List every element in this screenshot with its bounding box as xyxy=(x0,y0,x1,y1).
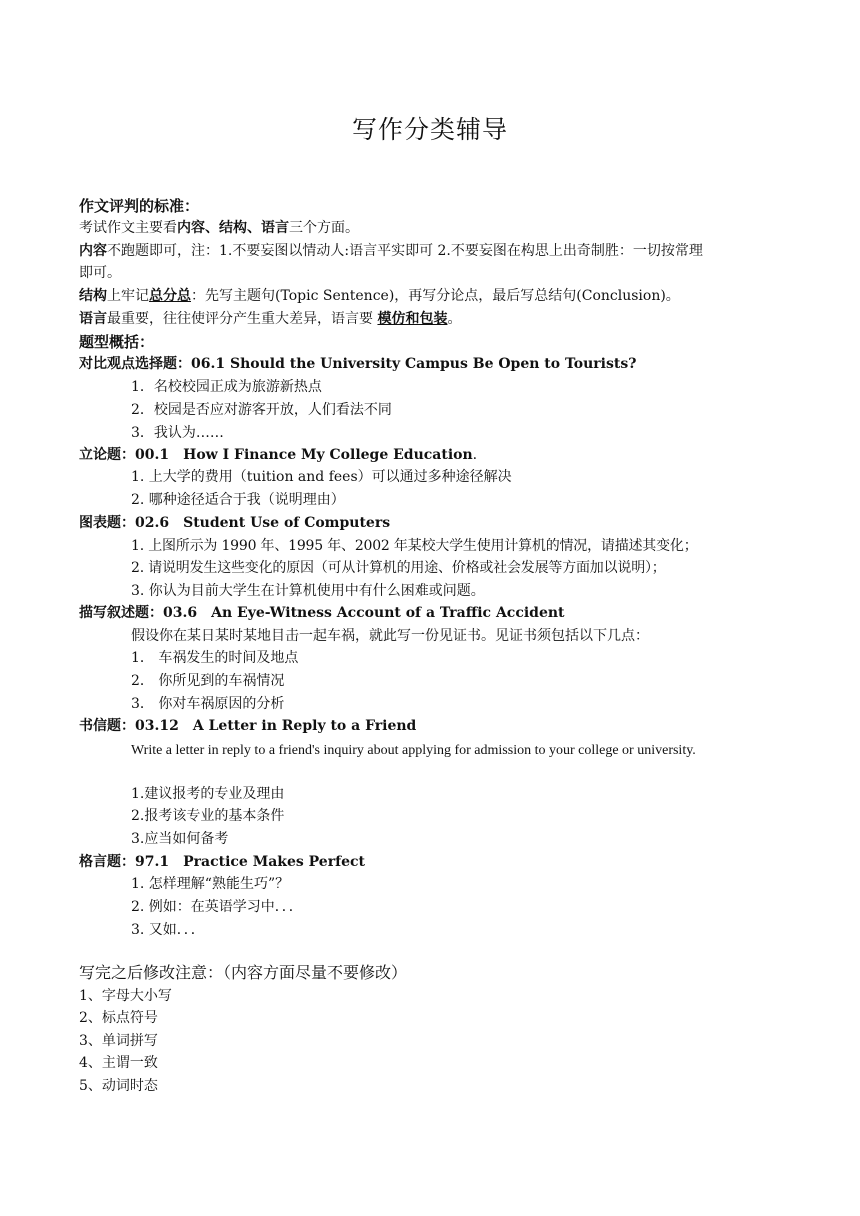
type1-item-3: 3．我认为…… xyxy=(131,425,224,441)
type1-header xyxy=(79,354,735,374)
type3-item-2: 2. 请说明发生这些变化的原因（可从计算机的用途、价格或社会发展等方面加以说明）； xyxy=(131,560,666,576)
type5-item-2: 2.报考该专业的基本条件 xyxy=(131,808,285,824)
structure-key: 总分总 xyxy=(149,288,191,304)
intro-keywords: 内容、结构、语言 xyxy=(177,220,289,236)
type3-item-3: 3. 你认为目前大学生在计算机使用中有什么困难或问题。 xyxy=(131,583,485,599)
type5-label: 书信题： xyxy=(79,718,135,734)
revision-heading: 写完之后修改注意：（内容方面尽量不要修改） xyxy=(79,963,408,982)
structure-label: 结构 xyxy=(79,288,107,304)
type2-code: 00.1 xyxy=(135,447,170,463)
type4-title: An Eye-Witness Account of a Traffic Accident xyxy=(211,605,565,621)
intro-text-end: 三个方面。 xyxy=(289,220,359,236)
type2-header: 立论题：00.1 How I Finance My College Education. xyxy=(79,447,478,463)
language-text-end: 。 xyxy=(447,311,462,327)
revision-item-2: 2、标点符号 xyxy=(79,1010,158,1026)
type1-title: 06.1 Should the University Campus Be Open to Tourists? xyxy=(191,356,637,372)
structure-pre: 上牢记 xyxy=(107,288,149,304)
type4-item-3: 3． 你对车祸原因的分析 xyxy=(131,696,285,712)
type4-code: 03.6 xyxy=(163,605,198,621)
type4-header xyxy=(79,603,735,623)
language-key: 模仿和包装 xyxy=(377,311,448,327)
criteria-intro xyxy=(79,218,735,238)
criteria-language xyxy=(79,309,735,329)
revision-item-5: 5、动词时态 xyxy=(79,1078,158,1094)
criteria-heading: 作文评判的标准： xyxy=(79,197,200,215)
type6-title: Practice Makes Perfect xyxy=(183,854,365,870)
type5-title: A Letter in Reply to a Friend xyxy=(192,718,417,734)
type1-label: 对比观点选择题： xyxy=(79,356,191,372)
revision-item-3: 3、单词拼写 xyxy=(79,1033,158,1049)
type3-label: 图表题： xyxy=(79,515,135,531)
type3-code: 02.6 xyxy=(135,515,170,531)
type4-item-1: 1． 车祸发生的时间及地点 xyxy=(131,650,299,666)
criteria-content-line2: 即可。 xyxy=(79,265,121,281)
type2-item-2: 2. 哪种途径适合于我（说明理由） xyxy=(131,492,345,508)
criteria-content-line1 xyxy=(79,241,735,261)
type1-item-1: 1．名校校园正成为旅游新热点 xyxy=(131,379,322,395)
type1-item-2: 2．校园是否应对游客开放，人们看法不同 xyxy=(131,402,392,418)
type6-item-2: 2. 例如：在英语学习中．．． xyxy=(131,899,303,915)
language-label: 语言 xyxy=(79,311,107,327)
type2-title: How I Finance My College Education xyxy=(183,447,473,463)
type6-label: 格言题： xyxy=(79,854,135,870)
types-heading: 题型概括： xyxy=(79,333,155,351)
type5-code: 03.12 xyxy=(135,718,179,734)
type6-header xyxy=(79,852,735,872)
type4-description: 假设你在某日某时某地目击一起车祸，就此写一份见证书。见证书须包括以下几点： xyxy=(131,628,649,644)
type6-code: 97.1 xyxy=(135,854,170,870)
criteria-structure xyxy=(79,286,735,306)
content-label: 内容 xyxy=(79,243,107,259)
type3-item-1: 1. 上图所示为 1990 年、1995 年、2002 年某校大学生使用计算机的情况，请描述其变化； xyxy=(131,538,698,554)
type5-description: Write a letter in reply to a friend's inquiry about applying for admission to your college or university. xyxy=(131,743,696,758)
page-title: 写作分类辅导 xyxy=(351,115,508,144)
revision-item-4: 4、主谓一致 xyxy=(79,1055,158,1071)
type6-item-1: 1. 怎样理解“熟能生巧”？ xyxy=(131,876,290,892)
type2-label: 立论题： xyxy=(79,447,135,463)
language-text: 最重要，往往使评分产生重大差异，语言要 xyxy=(107,311,378,327)
type4-label: 描写叙述题： xyxy=(79,605,163,621)
content-text: 不跑题即可，注：1.不要妄图以情动人:语言平实即可 2.不要妄图在构思上出奇制胜：一切按常理 xyxy=(107,243,703,259)
structure-text: ：先写主题句(Topic Sentence)，再写分论点，最后写总结句(Conclusion)。 xyxy=(191,288,680,304)
revision-item-1: 1、字母大小写 xyxy=(79,988,172,1004)
type2-item-1: 1. 上大学的费用（tuition and fees）可以通过多种途径解决 xyxy=(131,469,512,485)
type4-item-2: 2． 你所见到的车祸情况 xyxy=(131,673,285,689)
intro-text: 考试作文主要看 xyxy=(79,220,177,236)
type6-item-3: 3. 又如．．． xyxy=(131,922,205,938)
type5-header xyxy=(79,716,735,736)
type5-item-1: 1.建议报考的专业及理由 xyxy=(131,786,285,802)
type3-title: Student Use of Computers xyxy=(183,515,391,531)
type5-item-3: 3.应当如何备考 xyxy=(131,831,229,847)
type3-header xyxy=(79,513,735,533)
